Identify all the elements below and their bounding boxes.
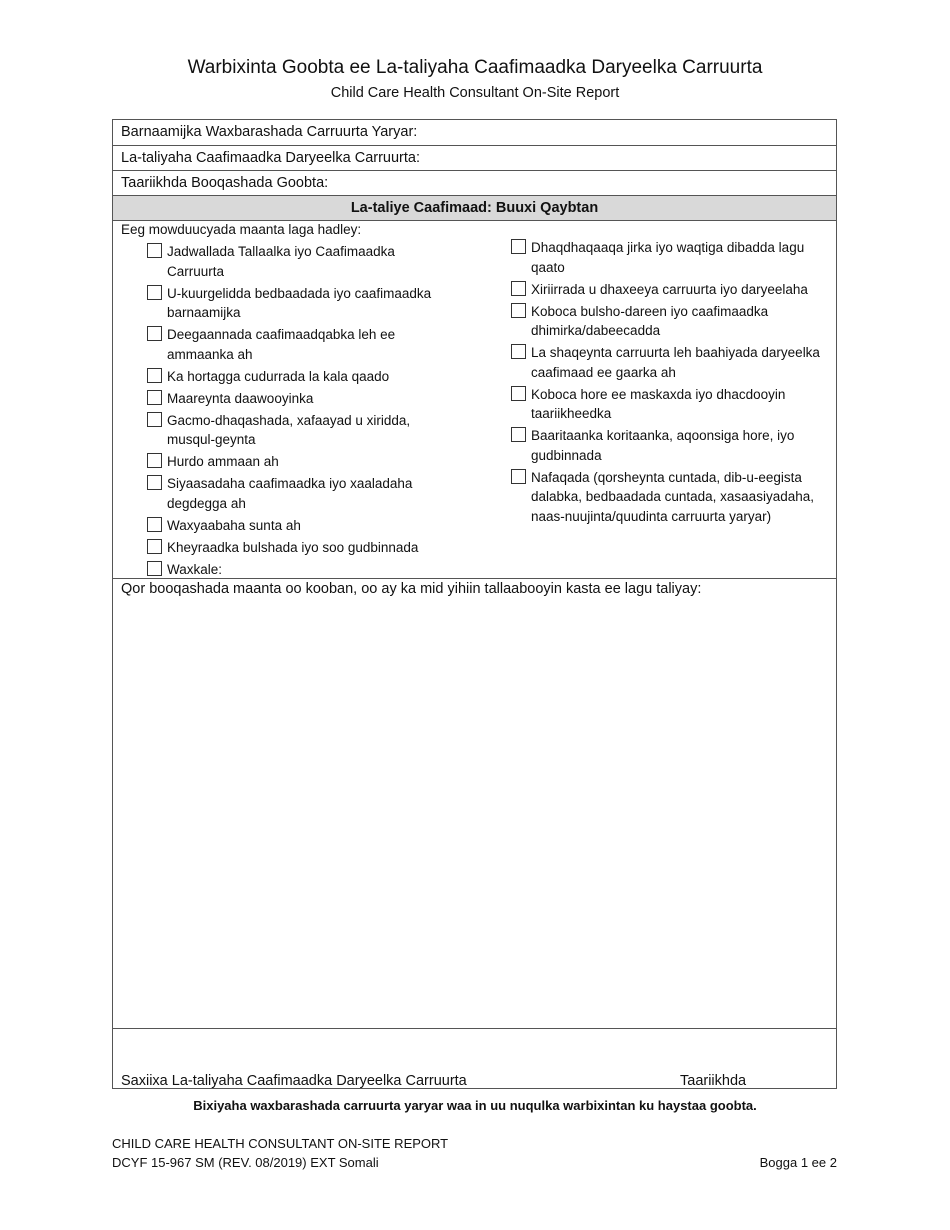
footer-form-number: DCYF 15-967 SM (REV. 08/2019) EXT Somali bbox=[112, 1155, 379, 1170]
topic-other[interactable] bbox=[147, 560, 447, 580]
topic-community-resources[interactable] bbox=[147, 538, 447, 558]
checkbox[interactable] bbox=[147, 539, 162, 554]
topic-toxic-substances[interactable] bbox=[147, 516, 447, 536]
topic-label: Nafaqada (qorsheynta cuntada, dib-u-eegista dalabka, bedbaadada cuntada, xasaasiyadaha, naas-nuujinta/quudinta carruurta yaryar) bbox=[531, 469, 814, 524]
checkbox[interactable] bbox=[147, 517, 162, 532]
checkbox[interactable] bbox=[511, 427, 526, 442]
section-header: La-taliye Caafimaad: Buuxi Qaybtan bbox=[113, 196, 836, 221]
topic-safe-environments[interactable] bbox=[147, 325, 447, 364]
visit-notes-label: Qor booqashada maanta oo kooban, oo ay ka mid yihiin tallaabooyin kasta ee lagu taliyay: bbox=[121, 581, 702, 597]
topic-developmental-screening[interactable] bbox=[511, 426, 831, 465]
onsite-copy-notice: Bixiyaha waxbarashada carruurta yaryar waa in uu nuqulka warbixintan ku haystaa goobta. bbox=[193, 1098, 757, 1113]
topic-label: Kheyraadka bulshada iyo soo gudbinnada bbox=[167, 539, 419, 555]
checkbox[interactable] bbox=[147, 326, 162, 341]
topic-program-observation[interactable] bbox=[147, 284, 447, 323]
document-subtitle: Child Care Health Consultant On-Site Report bbox=[330, 85, 620, 101]
topic-label: Jadwallada Tallaalka iyo Caafimaadka Carruurta bbox=[167, 244, 395, 279]
topic-disease-prevention[interactable] bbox=[147, 367, 447, 387]
consultant-field-label: La-taliyaha Caafimaadka Daryeelka Carruurta: bbox=[121, 150, 421, 166]
checkbox[interactable] bbox=[147, 243, 162, 258]
topics-left-column bbox=[147, 242, 447, 582]
checkbox[interactable] bbox=[147, 412, 162, 427]
topic-immunization[interactable] bbox=[147, 242, 447, 281]
topic-special-health-needs[interactable] bbox=[511, 343, 831, 382]
visit-date-field-label: Taariikhda Booqashada Goobta: bbox=[121, 175, 329, 191]
checkbox[interactable] bbox=[511, 469, 526, 484]
document-title: Warbixinta Goobta ee La-taliyaha Caafimaadka Daryeelka Carruurta bbox=[187, 57, 763, 78]
checkbox[interactable] bbox=[147, 368, 162, 383]
topic-label: Siyaasadaha caafimaadka iyo xaaladaha degdegga ah bbox=[167, 476, 413, 511]
topic-label: U-kuurgelidda bedbaadada iyo caafimaadka barnaamijka bbox=[167, 285, 432, 320]
report-form bbox=[112, 119, 837, 1089]
topic-medication[interactable] bbox=[147, 389, 447, 409]
program-field-label: Barnaamijka Waxbarashada Carruurta Yaryar: bbox=[121, 124, 418, 140]
topics-checklist bbox=[113, 221, 836, 579]
topic-social-emotional[interactable] bbox=[511, 302, 831, 341]
footer-form-title: CHILD CARE HEALTH CONSULTANT ON-SITE REPORT bbox=[112, 1136, 449, 1151]
checkbox[interactable] bbox=[511, 239, 526, 254]
topic-label: Xiriirrada u dhaxeeya carruurta iyo daryeelaha bbox=[531, 281, 808, 297]
checkbox[interactable] bbox=[511, 386, 526, 401]
checkbox[interactable] bbox=[147, 285, 162, 300]
topics-right-column bbox=[511, 238, 831, 529]
topic-physical-activity[interactable] bbox=[511, 238, 831, 277]
topic-safe-sleep[interactable] bbox=[147, 452, 447, 472]
checkbox[interactable] bbox=[511, 303, 526, 318]
checkbox[interactable] bbox=[147, 475, 162, 490]
consultant-field[interactable] bbox=[113, 146, 836, 171]
topic-label: Deegaannada caafimaadqabka leh ee ammaanka ah bbox=[167, 327, 396, 362]
topic-label: Gacmo-dhaqashada, xafaayad u xiridda, musqul-geynta bbox=[167, 412, 411, 447]
topic-label: Waxkale: bbox=[167, 561, 223, 577]
visit-date-field[interactable] bbox=[113, 171, 836, 196]
topic-nutrition[interactable] bbox=[511, 468, 831, 527]
topic-label: Dhaqdhaqaaqa jirka iyo waqtiga dibadda lagu qaato bbox=[531, 240, 805, 275]
signature-date-label: Taariikhda bbox=[680, 1073, 747, 1089]
topic-handwashing[interactable] bbox=[147, 411, 447, 450]
topic-child-caregiver-relations[interactable] bbox=[511, 280, 831, 300]
program-field[interactable] bbox=[113, 120, 836, 146]
signature-row[interactable] bbox=[113, 1029, 836, 1089]
checkbox[interactable] bbox=[511, 281, 526, 296]
topic-label: La shaqeynta carruurta leh baahiyada daryeelka caafimaad ee gaarka ah bbox=[531, 345, 820, 380]
topic-label: Hurdo ammaan ah bbox=[167, 454, 279, 469]
topic-label: Koboca bulsho-dareen iyo caafimaadka dhimirka/dabeecadda bbox=[531, 303, 769, 338]
topic-label: Ka hortagga cudurrada la kala qaado bbox=[167, 368, 390, 384]
page-number: Bogga 1 ee 2 bbox=[759, 1155, 837, 1170]
topic-label: Koboca hore ee maskaxda iyo dhacdooyin taariikheedka bbox=[531, 386, 786, 421]
topic-label: Baaritaanka koritaanka, aqoonsiga hore, iyo gudbinnada bbox=[531, 428, 795, 463]
topics-instruction: Eeg mowduucyada maanta laga hadley: bbox=[121, 222, 362, 237]
signature-label: Saxiixa La-taliyaha Caafimaadka Daryeelka Carruurta bbox=[121, 1073, 467, 1089]
visit-notes-area[interactable] bbox=[113, 579, 836, 1029]
topic-health-policies[interactable] bbox=[147, 474, 447, 513]
topic-label: Maareynta daawooyinka bbox=[167, 390, 314, 406]
checkbox[interactable] bbox=[147, 390, 162, 405]
checkbox[interactable] bbox=[147, 453, 162, 468]
topic-label: Waxyaabaha sunta ah bbox=[167, 517, 301, 533]
checkbox[interactable] bbox=[147, 561, 162, 576]
checkbox[interactable] bbox=[511, 344, 526, 359]
topic-brain-development[interactable] bbox=[511, 385, 831, 424]
